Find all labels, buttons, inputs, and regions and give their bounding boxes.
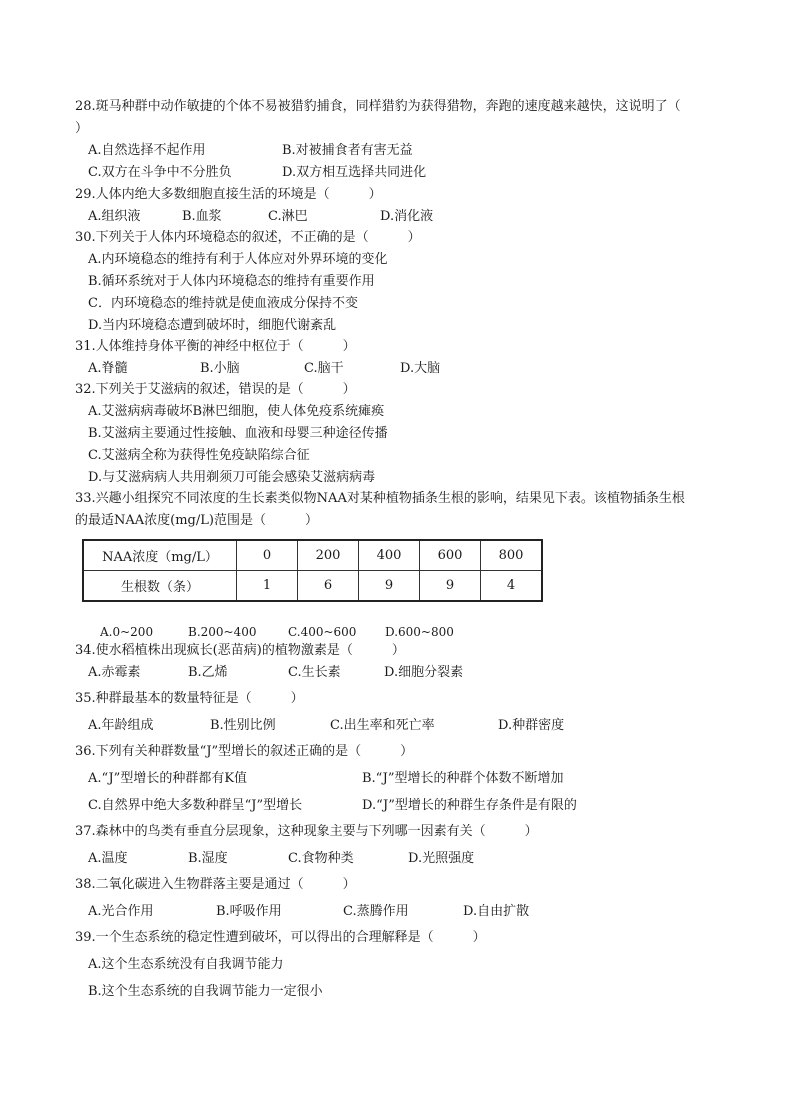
q39-option-a: A.这个生态系统没有自我调节能力 <box>88 957 284 972</box>
q28-option-d: D.双方相互选择共同进化 <box>282 165 427 180</box>
table-cell: 9 <box>359 571 420 602</box>
q35-option-c: C.出生率和死亡率 <box>330 718 435 733</box>
q38-option-c: C.蒸腾作用 <box>343 904 409 919</box>
q33-option-b: B.200~400 <box>188 625 257 639</box>
question-36-stem: 36.下列有关种群数量“J”型增长的叙述正确的是（ ） <box>75 744 414 759</box>
q30-option-c: C．内环境稳态的维持就是使血液成分保持不变 <box>88 296 358 311</box>
q33-option-d: D.600~800 <box>385 625 454 639</box>
q36-option-a: A.“J”型增长的种群都有K值 <box>88 771 248 786</box>
table-header-roots: 生根数（条） <box>83 571 237 602</box>
q30-option-b: B.循环系统对于人体内环境稳态的维持有重要作用 <box>88 274 375 289</box>
table-header-naa: NAA浓度（mg/L） <box>83 540 237 571</box>
q34-option-a: A.赤霉素 <box>88 665 141 680</box>
question-34-stem: 34.使水稻植株出现疯长(恶苗病)的植物激素是（ ） <box>75 643 405 658</box>
q29-option-a: A.组织液 <box>88 209 141 224</box>
q30-option-a: A.内环境稳态的维持有利于人体应对外界环境的变化 <box>88 252 388 267</box>
q38-option-a: A.光合作用 <box>88 904 154 919</box>
q28-option-c: C.双方在斗争中不分胜负 <box>88 165 232 180</box>
question-33-stem: 33.兴趣小组探究不同浓度的生长素类似物NAA对某种植物插条生根的影响，结果见下表。该植物插条生根 <box>75 491 685 506</box>
q29-option-d: D.消化液 <box>380 209 434 224</box>
q30-option-d: D.当内环境稳态遭到破坏时，细胞代谢紊乱 <box>88 318 337 333</box>
q31-option-c: C.脑干 <box>304 361 344 376</box>
q37-option-a: A.温度 <box>88 851 128 866</box>
question-32-stem: 32.下列关于艾滋病的叙述，错误的是（ ） <box>75 382 356 397</box>
q29-option-b: B.血浆 <box>182 209 222 224</box>
table-cell: 200 <box>298 540 359 571</box>
q35-option-d: D.种群密度 <box>498 718 565 733</box>
q36-option-c: C.自然界中绝大多数种群呈“J”型增长 <box>88 798 303 813</box>
q33-option-c: C.400~600 <box>288 625 357 639</box>
q34-option-c: C.生长素 <box>288 665 341 680</box>
question-33-stem-cont: 的最适NAA浓度(mg/L)范围是（ ） <box>75 513 318 528</box>
question-39-stem: 39.一个生态系统的稳定性遭到破坏，可以得出的合理解释是（ ） <box>75 930 486 945</box>
table-row <box>83 540 542 571</box>
question-38-stem: 38.二氧化碳进入生物群落主要是通过（ ） <box>75 877 356 892</box>
q34-option-b: B.乙烯 <box>188 665 228 680</box>
q32-option-a: A.艾滋病病毒破坏B淋巴细胞，使人体免疫系统瘫痪 <box>88 404 385 419</box>
q37-option-b: B.湿度 <box>188 851 228 866</box>
q33-option-a: A.0~200 <box>100 625 154 639</box>
q32-option-b: B.艾滋病主要通过性接触、血液和母婴三种途径传播 <box>88 426 388 441</box>
question-29-stem: 29.人体内绝大多数细胞直接生活的环境是（ ） <box>75 187 382 202</box>
q31-option-d: D.大脑 <box>400 361 441 376</box>
q38-option-b: B.呼吸作用 <box>216 904 282 919</box>
naa-data-table <box>82 539 543 602</box>
q38-option-d: D.自由扩散 <box>463 904 530 919</box>
table-cell: 600 <box>420 540 481 571</box>
question-30-stem: 30.下列关于人体内环境稳态的叙述，不正确的是（ ） <box>75 230 421 245</box>
question-28-stem-cont: ） <box>75 121 89 136</box>
q36-option-d: D.“J”型增长的种群生存条件是有限的 <box>362 798 577 813</box>
q39-option-b: B.这个生态系统的自我调节能力一定很小 <box>88 984 323 999</box>
table-cell: 400 <box>359 540 420 571</box>
q28-option-a: A.自然选择不起作用 <box>88 143 206 158</box>
q35-option-a: A.年龄组成 <box>88 718 154 733</box>
q28-option-b: B.对被捕食者有害无益 <box>282 143 413 158</box>
table-row <box>83 571 542 602</box>
q32-option-d: D.与艾滋病病人共用剃须刀可能会感染艾滋病病毒 <box>88 470 376 485</box>
q29-option-c: C.淋巴 <box>268 209 308 224</box>
table-cell: 4 <box>481 571 543 602</box>
table-cell: 9 <box>420 571 481 602</box>
table-cell: 6 <box>298 571 359 602</box>
question-31-stem: 31.人体维持身体平衡的神经中枢位于（ ） <box>75 339 356 354</box>
q31-option-a: A.脊髓 <box>88 361 128 376</box>
q32-option-c: C.艾滋病全称为获得性免疫缺陷综合征 <box>88 448 310 463</box>
question-35-stem: 35.种群最基本的数量特征是（ ） <box>75 691 304 706</box>
q37-option-c: C.食物种类 <box>288 851 354 866</box>
q37-option-d: D.光照强度 <box>408 851 475 866</box>
q35-option-b: B.性别比例 <box>210 718 276 733</box>
question-28-stem: 28.斑马种群中动作敏捷的个体不易被猎豹捕食，同样猎豹为获得猎物，奔跑的速度越来越快，这说明了（ <box>75 99 681 114</box>
table-cell: 800 <box>481 540 543 571</box>
q36-option-b: B.“J”型增长的种群个体数不断增加 <box>362 771 564 786</box>
table-cell: 1 <box>237 571 298 602</box>
q31-option-b: B.小脑 <box>200 361 240 376</box>
question-37-stem: 37.森林中的鸟类有垂直分层现象，这种现象主要与下列哪一因素有关（ ） <box>75 824 538 839</box>
q34-option-d: D.细胞分裂素 <box>384 665 464 680</box>
table-cell: 0 <box>237 540 298 571</box>
